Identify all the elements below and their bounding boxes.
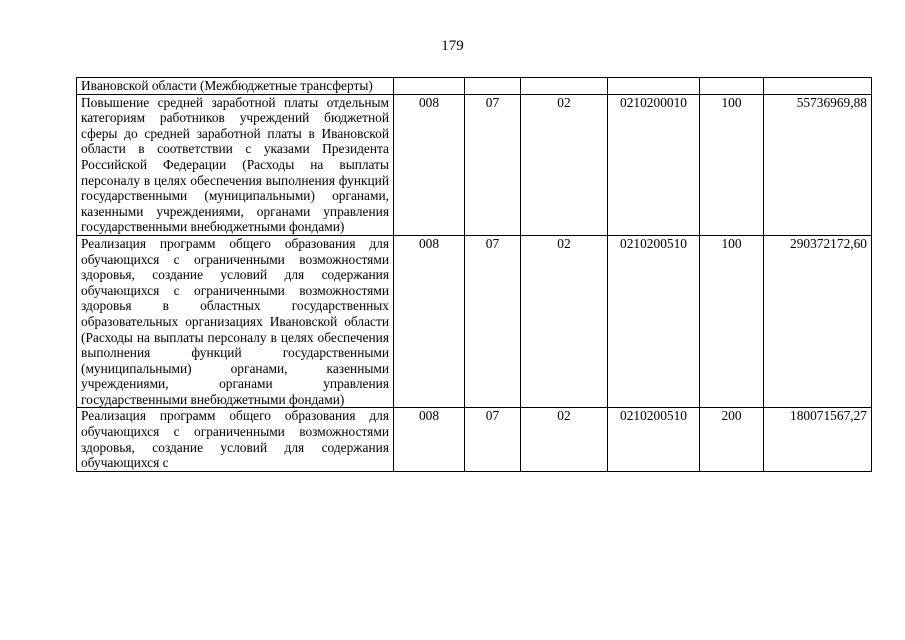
section-code-cell: 07 (465, 235, 521, 408)
target-article-cell (608, 78, 700, 95)
target-article-cell: 0210200510 (608, 408, 700, 471)
subsection-code-cell: 02 (521, 94, 608, 235)
expense-type-cell: 200 (700, 408, 764, 471)
amount-cell: 290372172,60 (764, 235, 872, 408)
row-description: Ивановской области (Межбюджетные трансферты) (77, 78, 394, 95)
budget-table (76, 77, 872, 472)
row-description: Реализация программ общего образования для обучающихся с ограниченными возможностями здоровья, создание условий для содержания обучающихся с (77, 408, 394, 471)
target-article-cell: 0210200510 (608, 235, 700, 408)
table-row (77, 94, 872, 235)
expense-type-cell (700, 78, 764, 95)
subsection-code-cell (521, 78, 608, 95)
row-description: Реализация программ общего образования для обучающихся с ограниченными возможностями здоровья, создание условий для содержания обучающихся с ограниченными возможностями здоровья в областных государственных образовательных организациях Ивановской области (Расходы на выплаты персоналу в целях обеспечения выполнения функций государственными (муниципальными) органами, казенными учреждениями, органами управления государственными внебюджетными фондами) (77, 235, 394, 408)
ministry-code-cell: 008 (394, 408, 465, 471)
amount-cell: 55736969,88 (764, 94, 872, 235)
expense-type-cell: 100 (700, 235, 764, 408)
row-description: Повышение средней заработной платы отдельным категориям работников учреждений бюджетной сферы до средней заработной платы в Ивановской области в соответствии с указами Президента Российской Федерации (Расходы на выплаты персоналу в целях обеспечения выполнения функций государственными (муниципальными) органами, казенными учреждениями, органами управления государственными внебюджетными фондами) (77, 94, 394, 235)
expense-type-cell: 100 (700, 94, 764, 235)
section-code-cell: 07 (465, 94, 521, 235)
ministry-code-cell (394, 78, 465, 95)
subsection-code-cell: 02 (521, 235, 608, 408)
page-number: 179 (441, 38, 464, 54)
subsection-code-cell: 02 (521, 408, 608, 471)
ministry-code-cell: 008 (394, 94, 465, 235)
table-row (77, 408, 872, 471)
amount-cell: 180071567,27 (764, 408, 872, 471)
table-row (77, 235, 872, 408)
table-row (77, 78, 872, 95)
target-article-cell: 0210200010 (608, 94, 700, 235)
amount-cell (764, 78, 872, 95)
section-code-cell: 07 (465, 408, 521, 471)
section-code-cell (465, 78, 521, 95)
ministry-code-cell: 008 (394, 235, 465, 408)
